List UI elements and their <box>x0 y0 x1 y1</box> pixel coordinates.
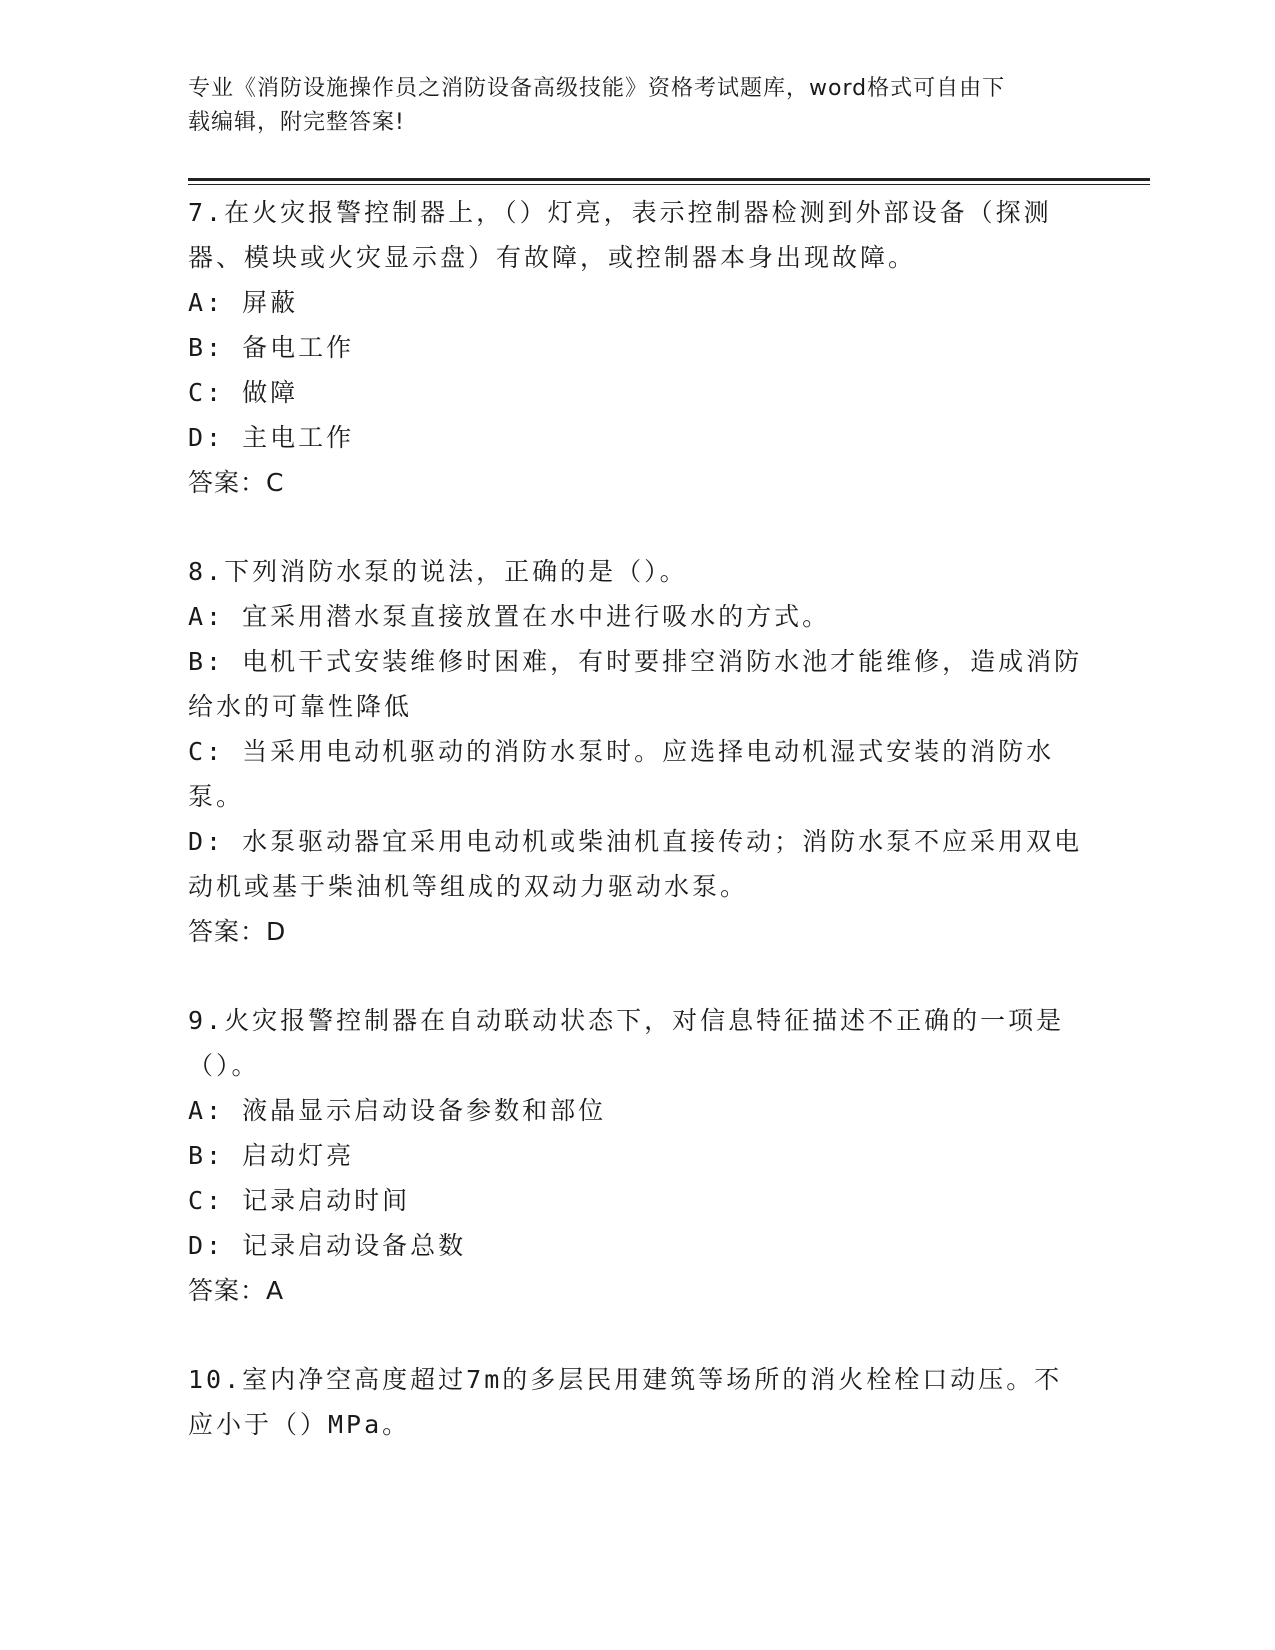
header-divider-thin <box>188 184 1150 185</box>
header-divider-thick <box>188 178 1150 181</box>
question-10 <box>188 1357 1088 1447</box>
option-b: B: 启动灯亮 <box>188 1141 355 1170</box>
option-a: A: 液晶显示启动设备参数和部位 <box>188 1096 607 1125</box>
option-a: A: 屏蔽 <box>188 288 299 317</box>
question-stem: 9.火灾报警控制器在自动联动状态下，对信息特征描述不正确的一项是（）。 <box>188 1006 1065 1080</box>
question-stem: 7.在火灾报警控制器上，（）灯亮，表示控制器检测到外部设备（探测器、模块或火灾显示盘）有故障，或控制器本身出现故障。 <box>188 198 1052 272</box>
option-b: B: 电机干式安装维修时困难，有时要排空消防水池才能维修，造成消防给水的可靠性降低 <box>188 647 1083 721</box>
answer-label: 答案：A <box>188 1276 285 1305</box>
option-d: D: 水泵驱动器宜采用电动机或柴油机直接传动；消防水泵不应采用双电动机或基于柴油机等组成的双动力驱动水泵。 <box>188 827 1083 901</box>
answer-label: 答案：D <box>188 917 287 946</box>
option-d: D: 主电工作 <box>188 423 355 452</box>
option-c: C: 当采用电动机驱动的消防水泵时。应选择电动机湿式安装的消防水泵。 <box>188 737 1055 811</box>
option-c: C: 做障 <box>188 378 299 407</box>
option-a: A: 宜采用潜水泵直接放置在水中进行吸水的方式。 <box>188 602 831 631</box>
option-c: C: 记录启动时间 <box>188 1186 411 1215</box>
question-list <box>188 190 1088 1490</box>
question-8 <box>188 549 1088 955</box>
question-stem: 10.室内净空高度超过7m的多层民用建筑等场所的消火栓栓口动压。不应小于（）MPa。 <box>188 1365 1063 1439</box>
header-line-1: 专业《消防设施操作员之消防设备高级技能》资格考试题库，word格式可自由下 <box>188 76 1006 101</box>
question-stem: 8.下列消防水泵的说法，正确的是（）。 <box>188 557 688 586</box>
option-d: D: 记录启动设备总数 <box>188 1231 467 1260</box>
question-9 <box>188 998 1088 1314</box>
header-line-2: 载编辑，附完整答案! <box>188 110 405 135</box>
option-b: B: 备电工作 <box>188 333 355 362</box>
question-7 <box>188 190 1088 506</box>
document-header <box>188 72 1068 140</box>
answer-label: 答案：C <box>188 468 285 497</box>
